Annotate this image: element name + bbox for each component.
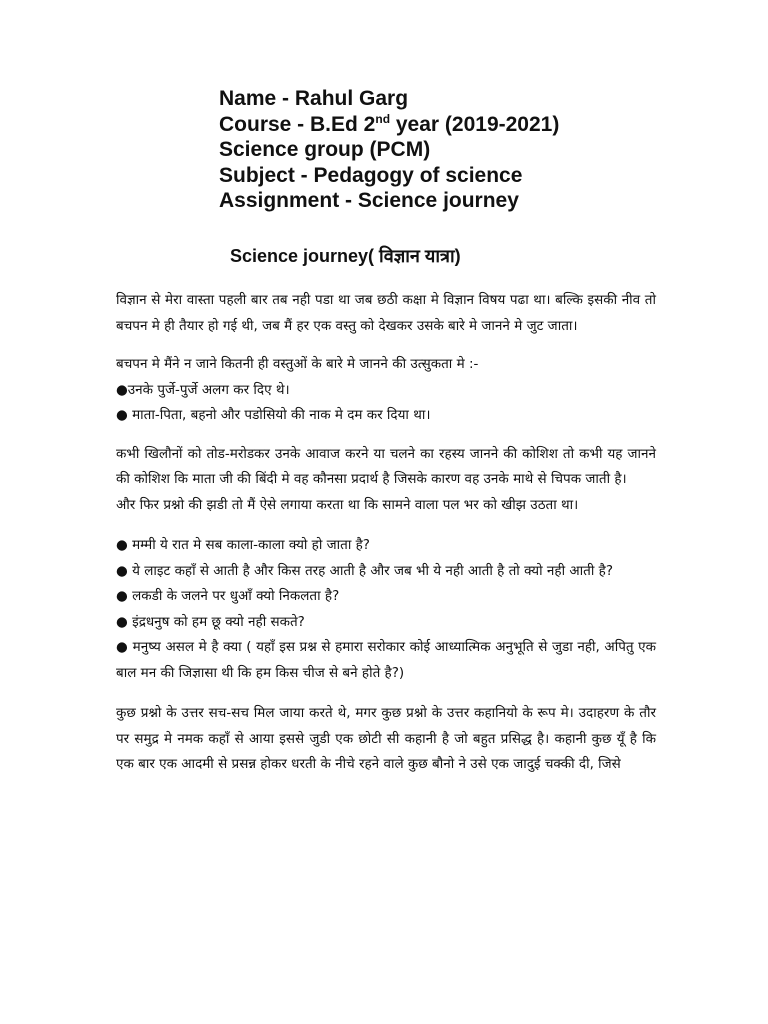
course-prefix: Course - B.Ed 2 [219,112,376,136]
course-line [219,112,739,138]
course-ordinal-suffix: nd [375,111,391,126]
question-item: ● इंद्रधनुष को हम छू क्यो नही सकते? [116,613,305,630]
paragraph-curiosity: बचपन मे मैंने न जाने कितनी ही वस्तुओं के बारे मे जानने की उत्सुकता मे :- [116,356,479,372]
question-item: ● ये लाइट कहाँ से आती है और किस तरह आती है और जब भी ये नही आती है तो क्यो नही आती है? [116,562,613,579]
bullet-item: ●उनके पुर्जे-पुर्जे अलग कर दिए थे। [116,381,290,398]
subject-line: Subject - Pedagogy of science [219,163,523,187]
bullet-item: ● माता-पिता, बहनो और पडोसियो की नाक मे दम कर दिया था। [116,407,431,423]
science-group: Science group (PCM) [219,138,431,161]
question-item: ● लकडी के जलने पर धुआँ क्यो निकलता है? [116,588,340,604]
question-item: ● मम्मी ये रात मे सब काला-काला क्यो हो जाता है? [116,537,370,553]
document-title: Science journey( विज्ञान यात्रा) [230,246,461,266]
paragraph-answers: कुछ प्रश्नो के उत्तर सच-सच मिल जाया करते थे, मगर कुछ प्रश्नो के उत्तर कहानियो के रूप मे। उदाहरण के तौर पर समुद्र मे नमक कहाँ से आया इससे जुडी एक छोटी सी कहानी है जो बहुत प्रसिद्ध है। कहानी कुछ यूँ है कि एक बार एक आदमी से प्रसन्न होकर धरती के नीचे रहने वाले कुछ बौनो ने उसे एक जादुई चक्की दी, जिसे [116,705,656,772]
assignment-header [219,86,739,214]
paragraph-toys: कभी खिलौनों को तोड-मरोडकर उनके आवाज करने या चलने का रहस्य जानने की कोशिश तो कभी यह जानने की कोशिश कि माता जी की बिंदी मे वह कौनसा प्रदार्थ है जिसके कारण वह उनके माथे से चिपक जाती है। [116,445,656,487]
paragraph-questions: और फिर प्रश्नो की झडी तो मैं ऐसे लगाया करता था कि सामने वाला पल भर को खीझ उठता था। [116,496,579,513]
assignment-line: Assignment - Science journey [219,189,519,212]
paragraph-intro: विज्ञान से मेरा वास्ता पहली बार तब नही पडा था जब छठी कक्षा मे विज्ञान विषय पढा था। बल्कि इसकी नीव तो बचपन मे ही तैयार हो गई थी, जब मैं हर एक वस्तु को देखकर उसके बारे मे जानने मे जुट जाता। [116,292,656,334]
student-name: Name - Rahul Garg [219,87,409,110]
document-body [116,288,656,778]
course-years: year (2019-2021) [390,112,560,136]
question-item: ● मनुष्य असल मे है क्या ( यहाँ इस प्रश्न से हमारा सरोकार कोई आध्यात्मिक अनुभूति से जुडा नही, अपितु एक बाल मन की जिज्ञासा थी कि हम किस चीज से बने होते है?) [116,639,656,681]
